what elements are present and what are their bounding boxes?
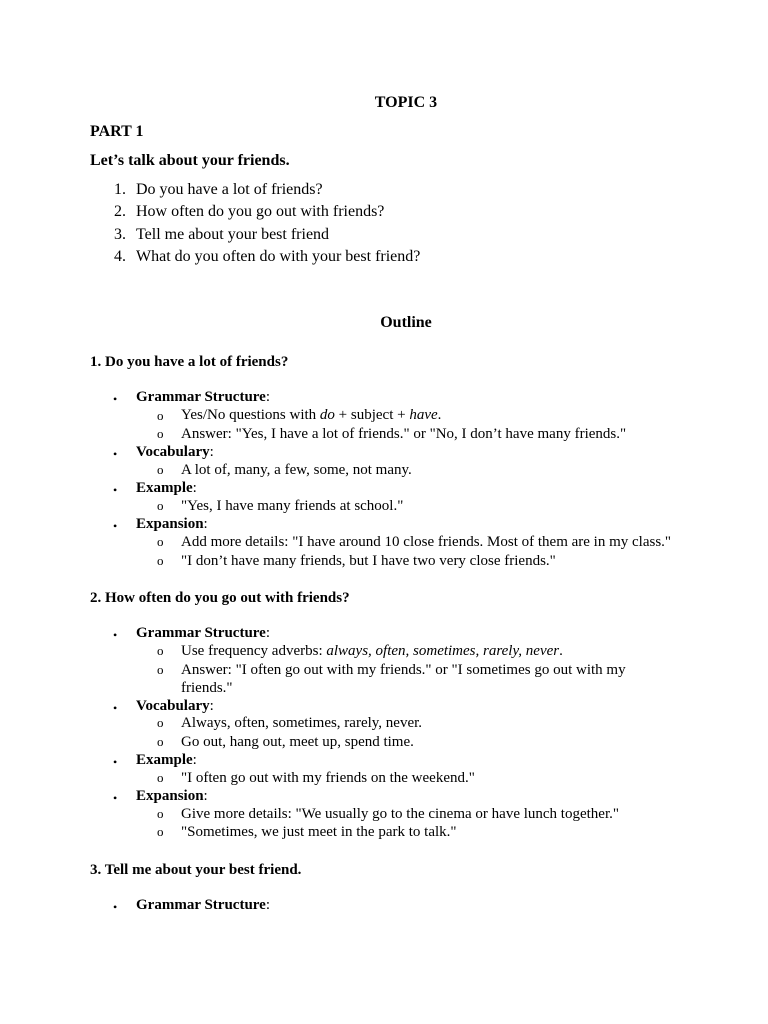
sub-item: Answer: "I often go out with my friends." or "I sometimes go out with my: [181, 662, 626, 678]
question-text: Tell me about your best friend: [136, 226, 330, 243]
bullet-icon: •: [113, 392, 118, 406]
question-text: How often do you go out with friends?: [136, 203, 385, 220]
bullet-icon: •: [113, 447, 118, 461]
question-text: What do you often do with your best friend?: [136, 248, 421, 265]
question-number: 4.: [114, 248, 126, 265]
group-label: Example:: [136, 480, 197, 496]
bullet-icon: •: [113, 483, 118, 497]
sub-item: "I don’t have many friends, but I have two very close friends.": [181, 553, 556, 569]
sub-item: Yes/No questions with do + subject + have.: [181, 407, 442, 423]
sub-bullet-icon: o: [157, 770, 164, 785]
group-label: Vocabulary:: [136, 698, 214, 714]
group-label: Grammar Structure:: [136, 389, 271, 405]
question-number: 2.: [114, 203, 126, 220]
sub-item: "I often go out with my friends on the weekend.": [181, 770, 475, 786]
group-label: Grammar Structure:: [136, 897, 271, 913]
question-number: 3.: [114, 226, 126, 243]
group-label: Expansion:: [136, 516, 208, 532]
group-label: Expansion:: [136, 788, 208, 804]
group-label: Vocabulary:: [136, 444, 214, 460]
sub-bullet-icon: o: [157, 462, 164, 477]
sub-bullet-icon: o: [157, 734, 164, 749]
sub-item-continuation: friends.": [181, 680, 233, 696]
sub-item: Add more details: "I have around 10 close friends. Most of them are in my class.": [181, 534, 672, 550]
sub-bullet-icon: o: [157, 806, 164, 821]
sub-item: Go out, hang out, meet up, spend time.: [181, 734, 414, 750]
bullet-icon: •: [113, 701, 118, 715]
question-number: 1.: [114, 181, 126, 198]
sub-item: "Sometimes, we just meet in the park to talk.": [181, 824, 457, 840]
bullet-icon: •: [113, 519, 118, 533]
sub-item: Answer: "Yes, I have a lot of friends." or "No, I don’t have many friends.": [181, 426, 627, 442]
sub-bullet-icon: o: [157, 408, 164, 423]
sub-bullet-icon: o: [157, 643, 164, 658]
sub-bullet-icon: o: [157, 824, 164, 839]
group-label: Grammar Structure:: [136, 625, 271, 641]
bullet-icon: •: [113, 791, 118, 805]
bullet-icon: •: [113, 628, 118, 642]
sub-bullet-icon: o: [157, 553, 164, 568]
intro-heading: Let’s talk about your friends.: [90, 152, 290, 169]
section-heading: 3. Tell me about your best friend.: [90, 862, 302, 878]
sub-item: Give more details: "We usually go to the cinema or have lunch together.": [181, 806, 619, 822]
bullet-icon: •: [113, 900, 118, 914]
group-label: Example:: [136, 752, 197, 768]
bullet-icon: •: [113, 755, 118, 769]
sub-item: "Yes, I have many friends at school.": [181, 498, 404, 514]
sub-bullet-icon: o: [157, 715, 164, 730]
sub-item: A lot of, many, a few, some, not many.: [181, 462, 412, 478]
sub-item: Always, often, sometimes, rarely, never.: [181, 715, 423, 731]
topic-title: TOPIC 3: [374, 94, 438, 111]
section-heading: 2. How often do you go out with friends?: [90, 590, 350, 606]
sub-item: Use frequency adverbs: always, often, sometimes, rarely, never.: [181, 643, 563, 659]
sub-bullet-icon: o: [157, 498, 164, 513]
outline-title: Outline: [380, 314, 432, 331]
sub-bullet-icon: o: [157, 426, 164, 441]
part-title: PART 1: [90, 123, 144, 140]
sub-bullet-icon: o: [157, 662, 164, 677]
section-heading: 1. Do you have a lot of friends?: [90, 354, 289, 370]
sub-bullet-icon: o: [157, 534, 164, 549]
question-text: Do you have a lot of friends?: [136, 181, 323, 198]
